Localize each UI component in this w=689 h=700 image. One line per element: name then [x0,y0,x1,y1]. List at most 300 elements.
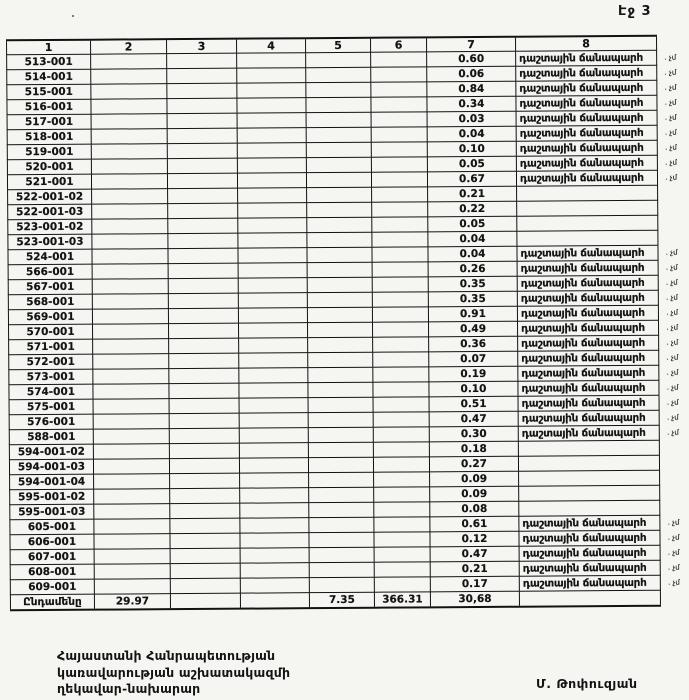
cell-col4 [240,473,309,488]
cell-col5 [307,247,372,262]
cell-col6 [372,262,428,277]
cell-land-use [519,575,680,591]
cell-col3 [167,173,237,188]
cell-col6 [373,442,429,457]
cell-area-value: 0.07 [429,351,518,367]
cell-parcel-code: 517-001 [7,114,91,130]
cell-parcel-code: 515-001 [7,84,91,100]
cell-col4 [237,128,306,143]
cell-parcel-code: 570-001 [9,324,93,340]
cell-col6 [372,322,428,337]
cell-land-use [518,425,679,441]
cell-parcel-code: 521-001 [7,174,91,190]
cell-col6 [372,307,428,322]
cell-land-use [518,455,659,471]
cell-area-value: 0.60 [427,51,516,67]
cell-col4 [240,518,309,533]
cell-col4 [239,458,308,473]
cell-col2 [91,84,167,100]
land-use-label: դաշտային ճանապարհ [521,411,646,425]
cell-col2 [93,429,169,445]
cell-parcel-code: 594-001-04 [10,474,94,490]
cell-parcel-code: 569-001 [8,309,92,325]
cell-parcel-code: 608-001 [10,564,94,580]
total-col3 [170,593,240,609]
cell-land-use [516,170,678,186]
cell-col5 [307,202,372,217]
signatory-name: Մ. Թոփուզյան [536,676,638,691]
cell-land-use [517,320,679,336]
cell-parcel-code: 605-001 [10,519,94,535]
total-col6: 366.31 [374,592,430,608]
cell-col2 [94,564,170,580]
cell-col2 [93,459,169,475]
cell-land-use [517,245,678,261]
cell-col2 [91,144,167,160]
cell-col6 [372,202,428,217]
cell-col2 [92,234,168,250]
cell-col4 [237,98,306,113]
cell-col2 [94,504,170,520]
cell-col2 [93,369,169,385]
cell-col6 [371,52,427,67]
land-use-label: դաշտային ճանապարհ [519,126,644,140]
cell-col4 [237,53,306,68]
cell-parcel-code: 523-001-03 [8,234,92,250]
cell-area-value: 0.91 [428,306,517,322]
cell-col2 [94,519,170,535]
cell-col6 [373,457,429,472]
cell-parcel-code: 522-001-03 [8,204,92,220]
cell-area-value: 0.21 [428,186,517,202]
land-use-label: դաշտային ճանապարհ [519,171,644,185]
cell-col5 [308,382,373,397]
cell-land-use [517,275,678,291]
cell-col5 [308,352,373,367]
cell-land-use [517,200,658,216]
cell-col4 [240,563,309,578]
column-header-5: 5 [306,38,371,53]
land-use-label: դաշտային ճանապարհ [519,141,644,155]
cell-col2 [92,189,168,205]
cell-col4 [239,353,308,368]
cell-col3 [170,563,240,578]
cell-col5 [306,127,371,142]
cell-land-use [516,65,677,81]
cell-col6 [371,97,427,112]
cell-col5 [309,472,374,487]
cell-col2 [91,99,167,115]
cell-col5 [308,337,373,352]
cell-col5 [307,262,372,277]
cell-land-use [519,560,680,576]
land-use-label: դաշտային ճանապարհ [521,336,645,350]
cell-parcel-code: 573-001 [9,369,93,385]
cell-col5 [309,577,374,592]
cell-col5 [306,172,371,187]
margin-mark: . չմ [664,83,677,92]
cell-land-use [518,365,679,381]
cell-area-value: 0.18 [429,441,518,457]
margin-mark: . չմ [666,308,678,317]
cell-parcel-code: 523-001-02 [8,219,92,235]
margin-mark: . չմ [665,248,678,257]
cell-area-value: 0.36 [429,336,518,352]
cell-col6 [371,157,427,172]
cell-col3 [170,518,240,533]
cell-area-value: 0.26 [428,261,517,277]
cell-area-value: 0.22 [428,201,517,217]
cell-col6 [373,412,429,427]
land-use-label: դաշտային ճանապարհ [522,516,647,530]
cell-col5 [309,532,374,547]
cell-parcel-code: 575-001 [9,399,93,415]
cell-area-value: 0.05 [427,156,516,172]
cell-parcel-code: 524-001 [8,249,92,265]
total-col7: 30,68 [430,591,519,607]
cell-col6 [374,532,430,547]
cell-land-use [518,440,659,456]
cell-area-value: 0.21 [430,561,519,577]
cell-col5 [306,67,371,82]
cell-col3 [167,53,237,68]
margin-mark: . չմ [668,578,680,587]
cell-col4 [239,428,308,443]
cell-parcel-code: 588-001 [9,429,93,445]
cell-col3 [170,533,240,548]
cell-col3 [169,443,239,458]
cell-col4 [237,173,306,188]
margin-mark: . չմ [667,533,680,542]
cell-col5 [307,277,372,292]
land-use-label: դաշտային ճանապարհ [522,561,647,575]
cell-col5 [308,412,373,427]
cell-col6 [371,82,427,97]
column-header-8: 8 [516,36,657,51]
margin-mark: . չմ [665,143,677,152]
cell-area-value: 0.47 [429,411,518,427]
cell-area-value: 0.09 [430,471,519,487]
column-header-3: 3 [167,39,237,54]
cell-col2 [91,69,167,85]
total-col4 [240,593,309,609]
cell-col4 [238,323,307,338]
cell-parcel-code: 518-001 [7,129,91,145]
column-header-4: 4 [237,38,306,53]
land-use-label: դաշտային ճանապարհ [520,261,645,275]
cell-land-use [517,290,678,306]
cell-col2 [91,129,167,145]
cell-col3 [170,473,240,488]
cell-col2 [91,159,167,175]
cell-col5 [306,142,371,157]
margin-mark: . չմ [665,278,678,287]
total-col2: 29.97 [94,594,170,610]
footer-org-block [57,648,290,698]
margin-mark: . չմ [666,368,679,377]
cell-col4 [239,368,308,383]
cell-col5 [306,52,371,67]
cell-col3 [167,143,237,158]
cell-area-value: 0.19 [429,366,518,382]
total-label: Ընդամենը [10,594,94,610]
cell-col4 [238,203,307,218]
cell-col4 [238,308,307,323]
cell-parcel-code: 522-001-02 [8,189,92,205]
cell-col4 [238,248,307,263]
cell-land-use [516,50,677,66]
cell-area-value: 0.12 [430,531,519,547]
cell-land-use [516,110,677,126]
cell-col2 [93,399,169,415]
cell-col2 [94,489,170,505]
cell-area-value: 0.47 [430,546,519,562]
cell-area-value: 0.10 [429,381,518,397]
cell-land-use [519,515,680,531]
cell-col5 [306,97,371,112]
cell-col6 [373,337,429,352]
cell-col3 [167,113,237,128]
cell-col4 [239,398,308,413]
cell-col3 [167,128,237,143]
cell-land-use [518,410,679,426]
footer-org-line: կառավարության աշխատակազմի [57,664,291,680]
margin-mark: . չմ [666,338,679,347]
cell-area-value: 0.09 [430,486,519,502]
cell-col4 [238,293,307,308]
cell-col3 [167,83,237,98]
cell-area-value: 0.10 [427,141,516,157]
scan-speck [72,15,74,17]
cell-col2 [93,354,169,370]
cell-col5 [307,322,372,337]
cell-col5 [307,217,372,232]
margin-mark: . չմ [666,398,679,407]
cell-area-value: 0.84 [427,81,516,97]
cell-parcel-code: 571-001 [9,339,93,355]
cell-col5 [309,502,374,517]
cell-col3 [168,263,238,278]
cell-col6 [371,172,427,187]
cell-parcel-code: 576-001 [9,414,93,430]
cell-col2 [92,264,168,280]
cell-col2 [93,339,169,355]
cell-col3 [169,398,239,413]
cell-land-use [519,485,660,501]
cell-col3 [168,278,238,293]
cell-area-value: 0.04 [428,246,517,262]
cell-col2 [92,309,168,325]
cell-col2 [93,324,169,340]
margin-mark: . չմ [665,173,678,182]
cell-col6 [373,382,429,397]
cell-area-value: 0.03 [427,111,516,127]
cell-parcel-code: 606-001 [10,534,94,550]
cell-col5 [307,292,372,307]
cell-col2 [94,579,170,595]
cell-land-use [517,215,658,231]
cell-col3 [168,188,238,203]
cell-col4 [238,263,307,278]
cell-col4 [238,218,307,233]
cell-area-value: 0.27 [429,456,518,472]
land-use-label: դաշտային ճանապարհ [520,291,645,305]
cell-parcel-code: 572-001 [9,354,93,370]
cell-col4 [239,443,308,458]
margin-mark: . չմ [666,293,678,302]
margin-mark: . չմ [667,518,680,527]
cell-col5 [308,427,373,442]
margin-mark: . չմ [666,353,679,362]
total-row [10,590,660,610]
cell-area-value: 0.35 [428,291,517,307]
margin-mark: . չմ [664,53,677,62]
cell-land-use [516,125,677,141]
cell-col5 [306,157,371,172]
cell-col5 [308,457,373,472]
cell-land-use [517,305,678,321]
cell-col2 [94,534,170,550]
cell-col4 [237,143,306,158]
column-header-1: 1 [7,40,91,55]
cell-area-value: 0.05 [428,216,517,232]
margin-mark: . չմ [666,383,679,392]
cell-col4 [239,413,308,428]
cell-col4 [240,533,309,548]
land-use-label: դաշտային ճանապարհ [519,156,644,170]
cell-col6 [372,292,428,307]
cell-col3 [170,488,240,503]
column-header-2: 2 [91,39,167,54]
cell-col2 [92,249,168,265]
cell-land-use [516,155,677,171]
cell-col3 [170,578,240,593]
cell-land-use [516,140,677,156]
cell-area-value: 0.67 [427,171,516,187]
cell-parcel-code: 594-001-02 [9,444,93,460]
cell-col5 [308,397,373,412]
cell-land-use [518,395,679,411]
cell-land-use [516,95,677,111]
land-use-label: դաշտային ճանապարհ [522,576,647,590]
cell-col6 [371,112,427,127]
cell-col2 [91,174,167,190]
cell-col4 [238,188,307,203]
cell-area-value: 0.51 [429,396,518,412]
margin-mark: . չմ [666,323,679,332]
margin-mark: . չմ [667,563,680,572]
cell-col5 [308,367,373,382]
cell-col2 [92,294,168,310]
cell-col2 [92,219,168,235]
cell-col5 [307,232,372,247]
cell-area-value: 0.04 [427,126,516,142]
margin-mark: . չմ [665,158,677,167]
cell-parcel-code: 568-001 [8,294,92,310]
cell-parcel-code: 574-001 [9,384,93,400]
cell-col3 [168,203,238,218]
land-use-label: դաշտային ճանապարհ [521,351,646,365]
cell-land-use [516,80,677,96]
cell-col5 [309,517,374,532]
land-use-label: դաշտային ճանապարհ [519,66,644,80]
cell-col4 [240,503,309,518]
margin-mark: . չմ [664,113,677,122]
cell-col6 [373,427,429,442]
cell-col6 [372,232,428,247]
cell-col3 [169,323,239,338]
cell-col5 [308,442,373,457]
cell-area-value: 0.06 [427,66,516,82]
cell-col3 [167,98,237,113]
margin-mark: . չմ [666,413,679,422]
cell-col5 [307,307,372,322]
cell-col5 [309,562,374,577]
land-use-label: դաշտային ճանապարհ [519,96,644,110]
cell-col2 [92,204,168,220]
cell-col4 [238,278,307,293]
cell-col3 [168,293,238,308]
cell-col2 [93,414,169,430]
cell-col6 [374,562,430,577]
land-use-label: դաշտային ճանապարհ [519,111,644,125]
cell-col4 [237,113,306,128]
cell-col6 [372,217,428,232]
cell-col3 [169,413,239,428]
total-col5: 7.35 [309,592,374,608]
cell-parcel-code: 566-001 [8,264,92,280]
cell-col4 [237,68,306,83]
cell-col6 [374,517,430,532]
cell-parcel-code: 595-001-02 [10,489,94,505]
cell-parcel-code: 514-001 [7,69,91,85]
cell-col6 [374,547,430,562]
cell-col3 [169,428,239,443]
cell-col6 [372,277,428,292]
page-number-label: Էջ 3 [618,4,652,19]
cell-parcel-code: 567-001 [8,279,92,295]
land-use-label: դաշտային ճանապարհ [519,81,644,95]
cell-parcel-code: 609-001 [10,579,94,595]
margin-mark: . չմ [664,68,677,77]
column-header-7: 7 [427,37,516,52]
cell-col6 [371,127,427,142]
land-use-label: դաշտային ճանապարհ [521,426,646,440]
cell-col2 [93,444,169,460]
land-use-label: դաշտային ճանապարհ [519,51,643,65]
cell-col3 [169,338,239,353]
land-use-label: դաշտային ճանապարհ [520,276,645,290]
cell-col6 [372,187,428,202]
cell-area-value: 0.30 [429,426,518,442]
cell-col2 [94,474,170,490]
land-use-label: դաշտային ճանապարհ [520,306,645,320]
cell-area-value: 0.35 [428,276,517,292]
margin-mark: . չմ [667,548,680,557]
cell-col6 [374,577,430,592]
margin-mark: . չմ [665,263,678,272]
cell-col6 [371,67,427,82]
cell-area-value: 0.61 [430,516,519,532]
column-header-6: 6 [371,37,427,52]
cell-col4 [240,488,309,503]
cell-col5 [306,112,371,127]
cell-col5 [309,487,374,502]
cell-col2 [91,114,167,130]
cell-col4 [240,578,309,593]
cell-col6 [372,247,428,262]
cell-parcel-code: 519-001 [7,144,91,160]
